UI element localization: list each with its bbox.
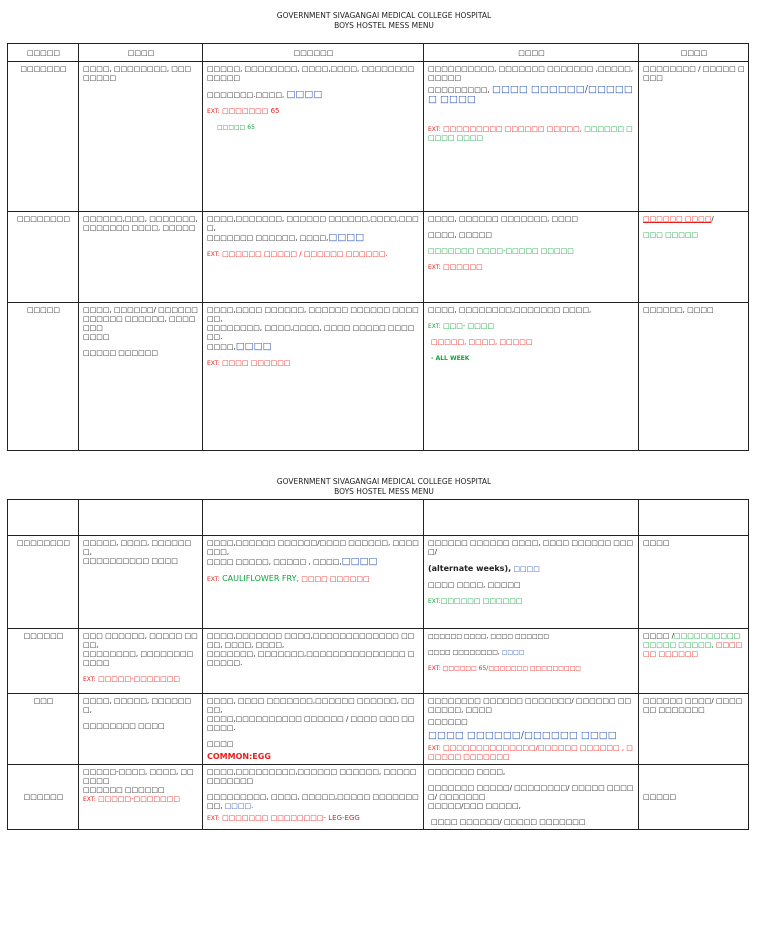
- column-header-dinner: [424, 500, 639, 536]
- table-header-row: [8, 500, 749, 536]
- dinner-cell: □□□□□□ □□□□□□ □□□□, □□□□ □□□□□□ □□□□/ (alternate weeks), □□□□ □□□□ □□□□, □□□□□ EXT:□□□□□□ □□□□□□: [424, 536, 639, 629]
- lunch-cell: □□□□□, □□□□□□□□, □□□□,□□□□, □□□□□□□□□□□□□ □□□□□□□.□□□□, □□□□ EXT: □□□□□□□ 65 □□□□□ 65: [203, 62, 424, 212]
- lunch-cell: □□□□,□□□□ □□□□□□, □□□□□□ □□□□□□ □□□□□□, □□□□□□□□, □□□□,□□□□, □□□□ □□□□□ □□□□□□. □□□□,□□□□ EXT: □□□□ □□□□□□: [203, 303, 424, 451]
- column-header-lunch: [203, 500, 424, 536]
- table-row: [8, 765, 749, 830]
- snacks-cell: □□□□□□□□ / □□□□□ □□□□: [639, 62, 749, 212]
- day-cell: □□□□□□□□: [8, 212, 79, 303]
- lunch-cell: □□□□, □□□□ □□□□□□□,□□□□□□ □□□□□□, □□□□, □□□□,□□□□□□□□□□ □□□□□□ / □□□□ □□□ □□□□□□. □□□□ COMMON:EGG: [203, 694, 424, 765]
- day-cell: □□□□□□: [8, 629, 79, 694]
- menu-title: BOYS HOSTEL MESS MENU: [334, 487, 434, 496]
- page-header-1: [0, 11, 768, 31]
- snacks-cell: □□□□□□ □□□□/ □□□ □□□□□: [639, 212, 749, 303]
- column-header-breakfast: □□□□: [79, 44, 203, 62]
- lunch-cell: □□□□,□□□□□□ □□□□□□/□□□□ □□□□□□, □□□□□□□, □□□□ □□□□□, □□□□□ , □□□□,□□□□ EXT: CAULIFLOWER FRY, □□□□ □□□□□□: [203, 536, 424, 629]
- menu-table-2: [7, 499, 749, 830]
- breakfast-cell: □□□□□-□□□□, □□□□, □□□□□□ □□□□□□ □□□□□□ EXT: □□□□□-□□□□□□□: [79, 765, 203, 830]
- page-header-2: [0, 477, 768, 497]
- column-header-dinner: □□□□: [424, 44, 639, 62]
- table-row: [8, 694, 749, 765]
- day-cell: □□□□□□□□: [8, 536, 79, 629]
- day-cell: □□□□□: [8, 303, 79, 451]
- lunch-cell: □□□□,□□□□□□□ □□□□,□□□□□□□□□□□□□ □□□□, □□□□, □□□□, □□□□□□□, □□□□□□□,□□□□□□□□□□□□□□□ □□□□□□.: [203, 629, 424, 694]
- dinner-cell: □□□□□□□ □□□□, □□□□□□□ □□□□□/ □□□□□□□□/ □□□□□ □□□□□/ □□□□□□□ □□□□□/□□□ □□□□□, □□□□ □□□□□□/ □□□□□ □□□□□□□: [424, 765, 639, 830]
- table-row: [8, 62, 749, 212]
- column-header-snacks: [639, 500, 749, 536]
- table-row: [8, 212, 749, 303]
- breakfast-cell: □□□□, □□□□□, □□□□□□□, □□□□□□□□ □□□□: [79, 694, 203, 765]
- snacks-cell: □□□□□: [639, 765, 749, 830]
- day-cell: □□□: [8, 694, 79, 765]
- table-row: [8, 536, 749, 629]
- day-cell: □□□□□□□: [8, 62, 79, 212]
- dinner-cell: □□□□□□□□□□, □□□□□□□ □□□□□□□ ,□□□□□, □□□□□ □□□□□□□□□, □□□□ □□□□□□/□□□□□□ □□□□ EXT: □□□□□□□□□ □□□□□□ □□□□□, □□□□□□ □□□□□ □□□□: [424, 62, 639, 212]
- breakfast-cell: □□□□□, □□□□, □□□□□□□, □□□□□□□□□□ □□□□: [79, 536, 203, 629]
- dinner-cell: □□□□, □□□□□□□□,□□□□□□□ □□□□, EXT: □□□- □□□□ □□□□□, □□□□, □□□□□ - ALL WEEK: [424, 303, 639, 451]
- breakfast-cell: □□□ □□□□□□, □□□□□ □□□□, □□□□□□□□, □□□□□□□□ □□□□ EXT: □□□□□-□□□□□□□: [79, 629, 203, 694]
- column-header-day: □□□□□: [8, 44, 79, 62]
- snacks-cell: □□□□□□ □□□□/ □□□□□□ □□□□□□□: [639, 694, 749, 765]
- column-header-breakfast: [79, 500, 203, 536]
- table-row: [8, 303, 749, 451]
- breakfast-cell: □□□□, □□□□□□□□, □□□ □□□□□: [79, 62, 203, 212]
- column-header-snacks: □□□□: [639, 44, 749, 62]
- menu-title: BOYS HOSTEL MESS MENU: [334, 21, 434, 30]
- snacks-cell: □□□□□□, □□□□: [639, 303, 749, 451]
- snacks-cell: □□□□ /□□□□□□□□□□□□□□□ □□□□□, □□□□□□ □□□□□□: [639, 629, 749, 694]
- table-row: [8, 629, 749, 694]
- hospital-name: GOVERNMENT SIVAGANGAI MEDICAL COLLEGE HOSPITAL: [276, 477, 492, 486]
- lunch-cell: □□□□,□□□□□□□□□,□□□□□□ □□□□□□, □□□□□□□□□□□□ □□□□□□□□□, □□□□, □□□□□,□□□□□ □□□□□□□□□, □□□□. EXT: □□□□□□□ □□□□□□□□- LEG-EGG: [203, 765, 424, 830]
- lunch-cell: □□□□,□□□□□□□, □□□□□□ □□□□□□,□□□□,□□□□, □□□□□□□ □□□□□□, □□□□,□□□□ EXT: □□□□□□ □□□□□ / □□□□□□ □□□□□□.: [203, 212, 424, 303]
- breakfast-cell: □□□□□□,□□□, □□□□□□□, □□□□□□□ □□□□, □□□□□: [79, 212, 203, 303]
- dinner-cell: □□□□, □□□□□□ □□□□□□□, □□□□ □□□□, □□□□□ □□□□□□□ □□□□-□□□□□ □□□□□ EXT: □□□□□□: [424, 212, 639, 303]
- table-header-row: [8, 44, 749, 62]
- dinner-cell: □□□□□□ □□□□, □□□□ □□□□□□ □□□□ □□□□□□□□, □□□□ EXT: □□□□□□ 65/□□□□□□□ □□□□□□□□□: [424, 629, 639, 694]
- snacks-cell: □□□□: [639, 536, 749, 629]
- column-header-lunch: □□□□□□: [203, 44, 424, 62]
- hospital-name: GOVERNMENT SIVAGANGAI MEDICAL COLLEGE HOSPITAL: [276, 11, 492, 20]
- column-header-day: [8, 500, 79, 536]
- breakfast-cell: □□□□, □□□□□□/ □□□□□□ □□□□□□ □□□□□□, □□□□□□□ □□□□ □□□□□ □□□□□□: [79, 303, 203, 451]
- dinner-cell: □□□□□□□□ □□□□□□ □□□□□□□/ □□□□□□ □□□□□□□, □□□□ □□□□□□ □□□□ □□□□□□/□□□□□□ □□□□ EXT: □□□□□□□□□□□□□□/□□□□□□ □□□□□□ , □□□□□□ □□□□□□□: [424, 694, 639, 765]
- menu-table-1: [7, 43, 749, 451]
- day-cell: □□□□□□: [8, 765, 79, 830]
